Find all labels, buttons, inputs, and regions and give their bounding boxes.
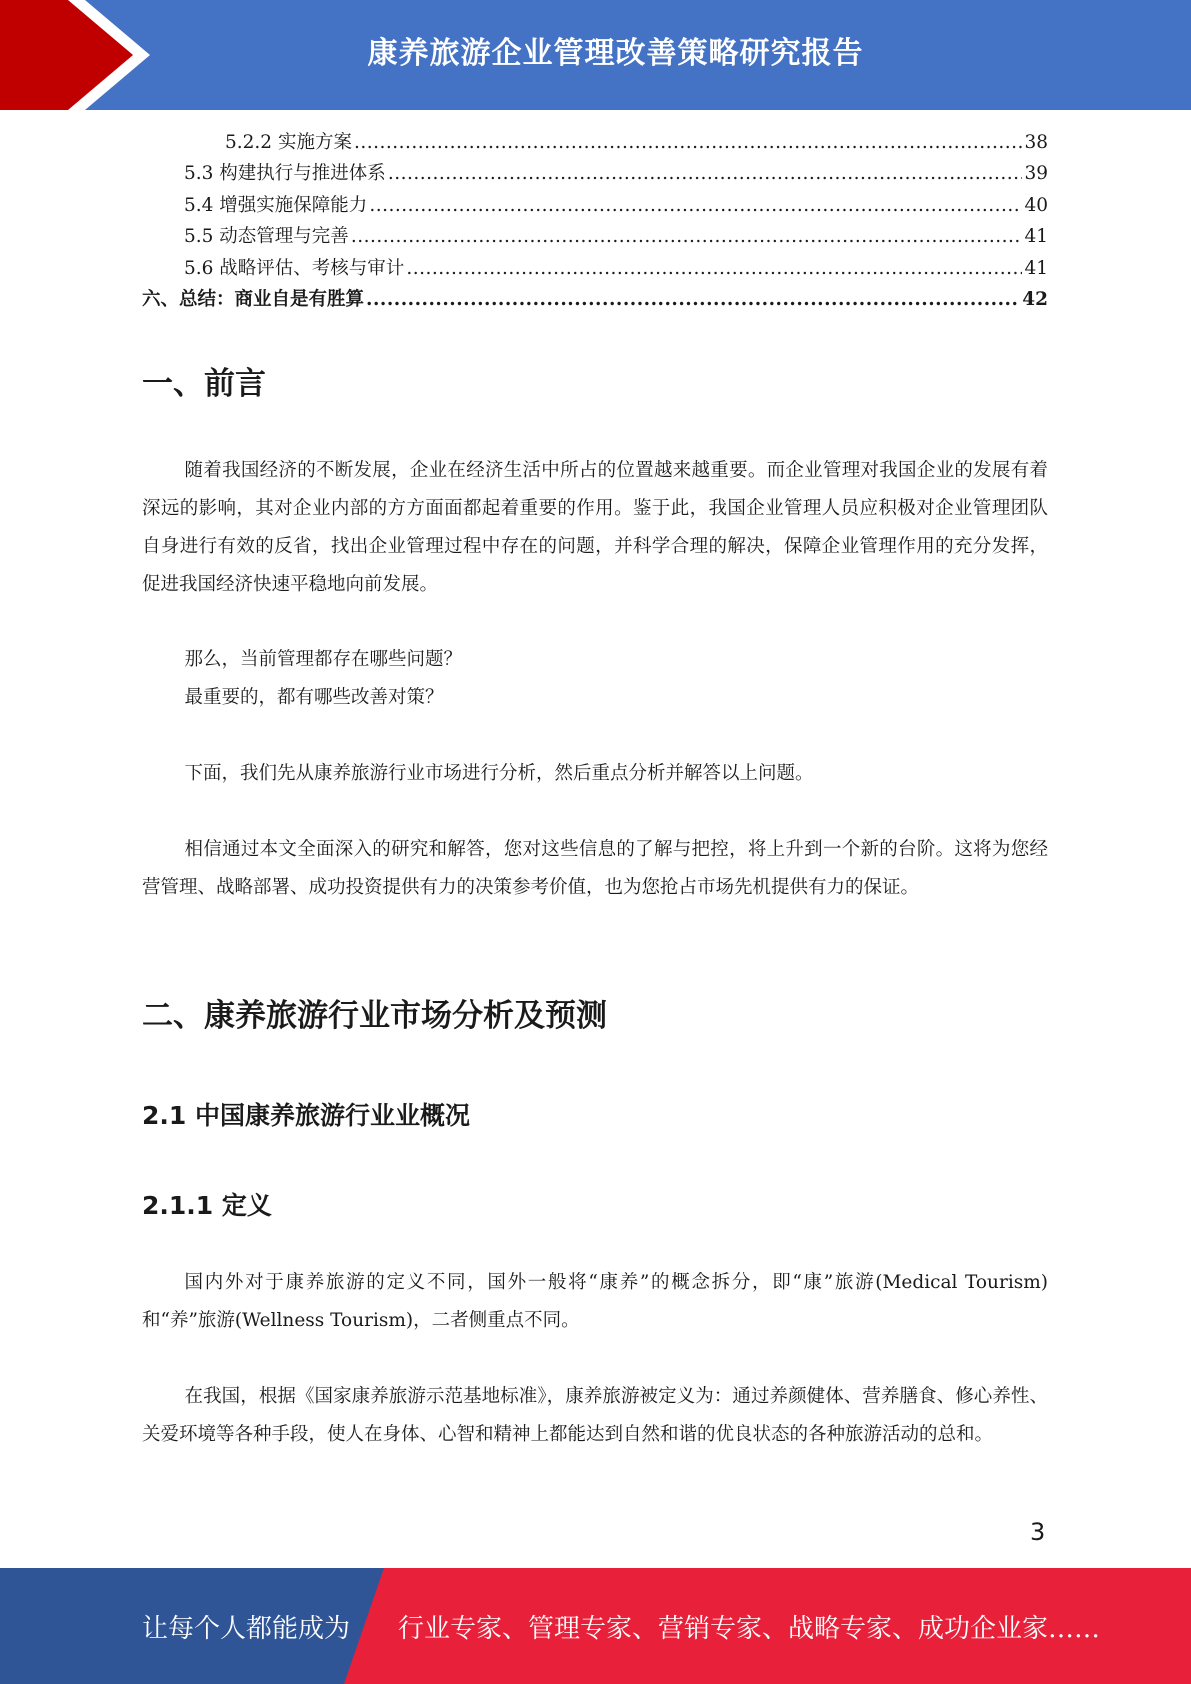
toc-entry-page: 39 xyxy=(1024,163,1048,185)
toc-entry[interactable] xyxy=(142,285,1048,316)
page-number: 3 xyxy=(1030,1518,1046,1546)
toc-leader-dots xyxy=(406,258,1022,279)
subsection-heading-2-1: 2.1 中国康养旅游行业业概况 xyxy=(142,1101,470,1130)
toc-entry-label: 六、总结：商业自是有胜算 xyxy=(142,288,365,310)
toc-entry-page: 41 xyxy=(1024,226,1048,248)
toc-leader-dots xyxy=(369,195,1022,216)
toc-entry[interactable] xyxy=(142,191,1048,222)
toc-entry-label: 5.3 构建执行与推进体系 xyxy=(184,163,386,185)
preface-paragraph-3: 相信通过本文全面深入的研究和解答，您对这些信息的了解与把控，将上升到一个新的台阶。这将为您经营管理、战略部署、成功投资提供有力的决策参考价值，也为您抢占市场先机提供有力的保证。 xyxy=(142,839,1048,898)
toc-entry[interactable] xyxy=(142,128,1048,159)
toc-entry-page: 40 xyxy=(1024,194,1048,216)
toc-leader-dots xyxy=(351,226,1023,247)
preface-paragraph-2: 下面，我们先从康养旅游行业市场进行分析，然后重点分析并解答以上问题。 xyxy=(184,763,814,784)
page-header xyxy=(0,0,1191,110)
toc-entry-page: 42 xyxy=(1022,288,1048,310)
toc-entry[interactable] xyxy=(142,159,1048,190)
preface-question-1: 那么，当前管理都存在哪些问题？ xyxy=(184,649,463,670)
subsection-heading-2-1-1: 2.1.1 定义 xyxy=(142,1191,272,1220)
toc-entry[interactable] xyxy=(142,254,1048,285)
page-footer xyxy=(0,1568,1191,1684)
toc-entry[interactable] xyxy=(142,222,1048,253)
toc-entry-page: 41 xyxy=(1024,257,1048,279)
toc-entry-label: 5.5 动态管理与完善 xyxy=(184,226,349,248)
preface-question-2: 最重要的，都有哪些改善对策？ xyxy=(184,687,444,708)
toc-leader-dots xyxy=(354,132,1023,153)
header-title: 康养旅游企业管理改善策略研究报告 xyxy=(367,36,864,71)
section-heading-preface: 一、前言 xyxy=(142,366,266,402)
toc-entry-label: 5.6 战略评估、考核与审计 xyxy=(184,257,405,279)
footer-slogan-left: 让每个人都能成为 xyxy=(142,1614,351,1644)
definition-paragraph-1: 国内外对于康养旅游的定义不同，国外一般将“康养”的概念拆分，即“康”旅游(Medical Tourism)和“养”旅游(Wellness Tourism)，二者侧重点不同。 xyxy=(142,1272,1048,1331)
section-heading-market-analysis: 二、康养旅游行业市场分析及预测 xyxy=(142,998,607,1034)
toc-leader-dots xyxy=(366,289,1020,310)
definition-paragraph-2: 在我国，根据《国家康养旅游示范基地标准》，康养旅游被定义为：通过养颜健体、营养膳食、修心养性、关爱环境等各种手段，使人在身体、心智和精神上都能达到自然和谐的优良状态的各种旅游活动的总和。 xyxy=(142,1386,1048,1445)
toc-leader-dots xyxy=(388,163,1023,184)
toc-entry-label: 5.4 增强实施保障能力 xyxy=(184,194,368,216)
table-of-contents xyxy=(142,128,1048,316)
toc-entry-page: 38 xyxy=(1024,132,1048,153)
preface-paragraph-1: 随着我国经济的不断发展，企业在经济生活中所占的位置越来越重要。而企业管理对我国企业的发展有着深远的影响，其对企业内部的方方面面都起着重要的作用。鉴于此，我国企业管理人员应积极对企业管理团队自身进行有效的反省，找出企业管理过程中存在的问题，并科学合理的解决，保障企业管理作用的充分发挥，促进我国经济快速平稳地向前发展。 xyxy=(142,460,1048,595)
footer-slogan-right: 行业专家、管理专家、营销专家、战略专家、成功企业家…… xyxy=(398,1614,1101,1644)
toc-entry-label: 5.2.2 实施方案 xyxy=(225,132,352,153)
